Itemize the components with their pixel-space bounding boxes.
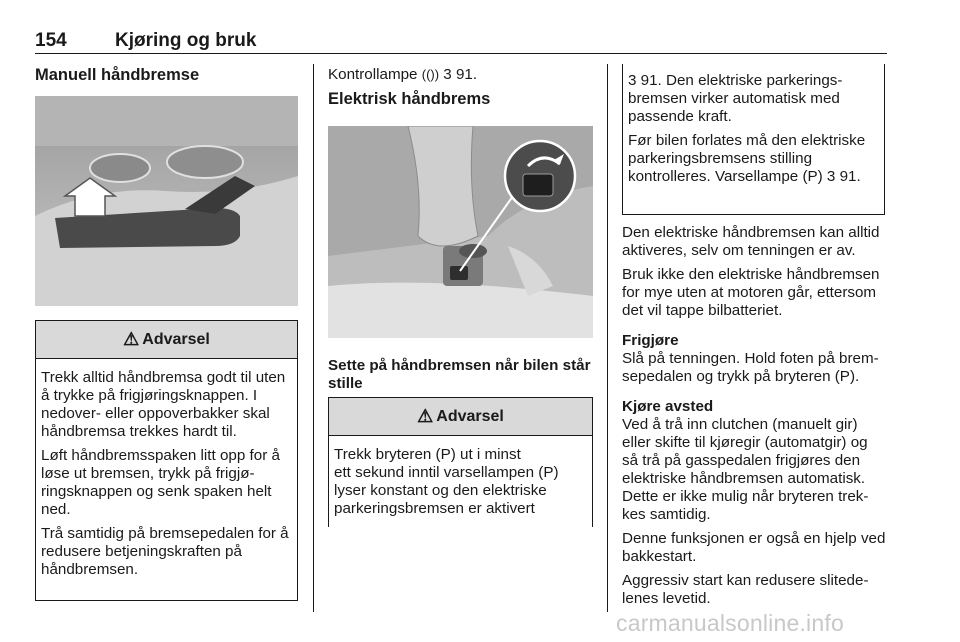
warning-line: ett sekund inntil varsellampen (P) xyxy=(334,464,559,481)
column-1 xyxy=(35,66,300,84)
warning-paragraph: Før bilen forlates må den elektriske parkeringsbremsens stilling kontrolleres. Varsellampe (P) 3 91. xyxy=(628,132,866,185)
warning-box xyxy=(328,397,593,527)
warning-triangle-icon: ⚠ xyxy=(417,406,434,426)
subheading-drive: Kjøre avsted xyxy=(622,398,714,415)
page-ref-arrow-icon: 3 xyxy=(443,66,452,83)
body-paragraph: Aggressiv start kan redusere slitedelenes levetid. xyxy=(622,572,869,607)
brake-lamp-icon: (()) xyxy=(421,67,440,82)
body-paragraph: Ved å trå inn clutchen (manuelt gir) eller skifte til kjøregir (automatgir) og så trå på gasspedalen frigjøres den elektriske håndbremsen automatisk. Dette er ikke mulig når bryteren trekkes samtidig. xyxy=(622,416,869,523)
body-paragraph: Bruk ikke den elektriske håndbremsen for mye uten at motoren går, ettersom det vil tappe bilbatteriet. xyxy=(622,266,880,319)
body-paragraph: Den elektriske håndbremsen kan alltid aktiveres, selv om tenningen er av. xyxy=(622,224,880,259)
page-number: 154 xyxy=(35,30,67,51)
column-3 xyxy=(622,224,887,614)
subheading: Sette på håndbremsen når bilen står stille xyxy=(328,357,591,392)
section-title: Elektrisk håndbrems xyxy=(328,90,491,108)
warning-triangle-icon: ⚠ xyxy=(123,329,140,349)
subheading-block xyxy=(328,357,593,393)
warning-continuation-box xyxy=(622,64,885,215)
electric-parking-brake-switch-photo xyxy=(328,126,593,338)
warning-box xyxy=(35,320,298,601)
column-divider xyxy=(313,64,314,612)
warning-header xyxy=(329,398,592,436)
subheading-release: Frigjøre xyxy=(622,332,679,349)
page-header xyxy=(35,28,887,54)
body-paragraph: Denne funksjonen er også en hjelp ved bakkestart. xyxy=(622,530,886,565)
warning-title: Advarsel xyxy=(142,330,210,348)
parking-brake-lever-photo xyxy=(35,96,298,306)
warning-header xyxy=(36,321,297,359)
warning-line: parkeringsbremsen er aktivert xyxy=(334,500,535,517)
control-lamp-reference: Kontrollampe (()) 3 91. xyxy=(328,66,478,83)
warning-line: Trekk bryteren (P) ut i minst xyxy=(334,446,521,463)
warning-paragraph: Trå samtidig på bremsepedalen for å redusere betjeningskraften på håndbremsen. xyxy=(41,525,289,578)
warning-body xyxy=(623,64,884,186)
body-paragraph: Slå på tenningen. Hold foten på bremsepedalen og trykk på bryteren (P). xyxy=(622,350,879,385)
column-2 xyxy=(328,66,593,108)
warning-paragraph: Løft håndbremsspaken litt opp for å løse ut bremsen, trykk på frigjøringsknappen og senk spaken helt ned. xyxy=(41,447,280,518)
watermark: carmanualsonline.info xyxy=(616,610,844,636)
warning-body xyxy=(329,436,592,518)
warning-paragraph: 3 91. Den elektriske parkeringsbremsen virker automatisk med passende kraft. xyxy=(628,72,843,125)
chapter-title: Kjøring og bruk xyxy=(115,30,257,51)
warning-line: lyser konstant og den elektriske xyxy=(334,482,547,499)
warning-title: Advarsel xyxy=(436,407,504,425)
section-title: Manuell håndbremse xyxy=(35,66,200,84)
warning-paragraph: Trekk alltid håndbremsa godt til uten å trykke på frigjøringsknappen. I nedover- eller oppoverbakker skal håndbremsa trekkes hardt til. xyxy=(41,369,286,440)
warning-body xyxy=(36,359,297,579)
column-divider xyxy=(607,64,608,612)
